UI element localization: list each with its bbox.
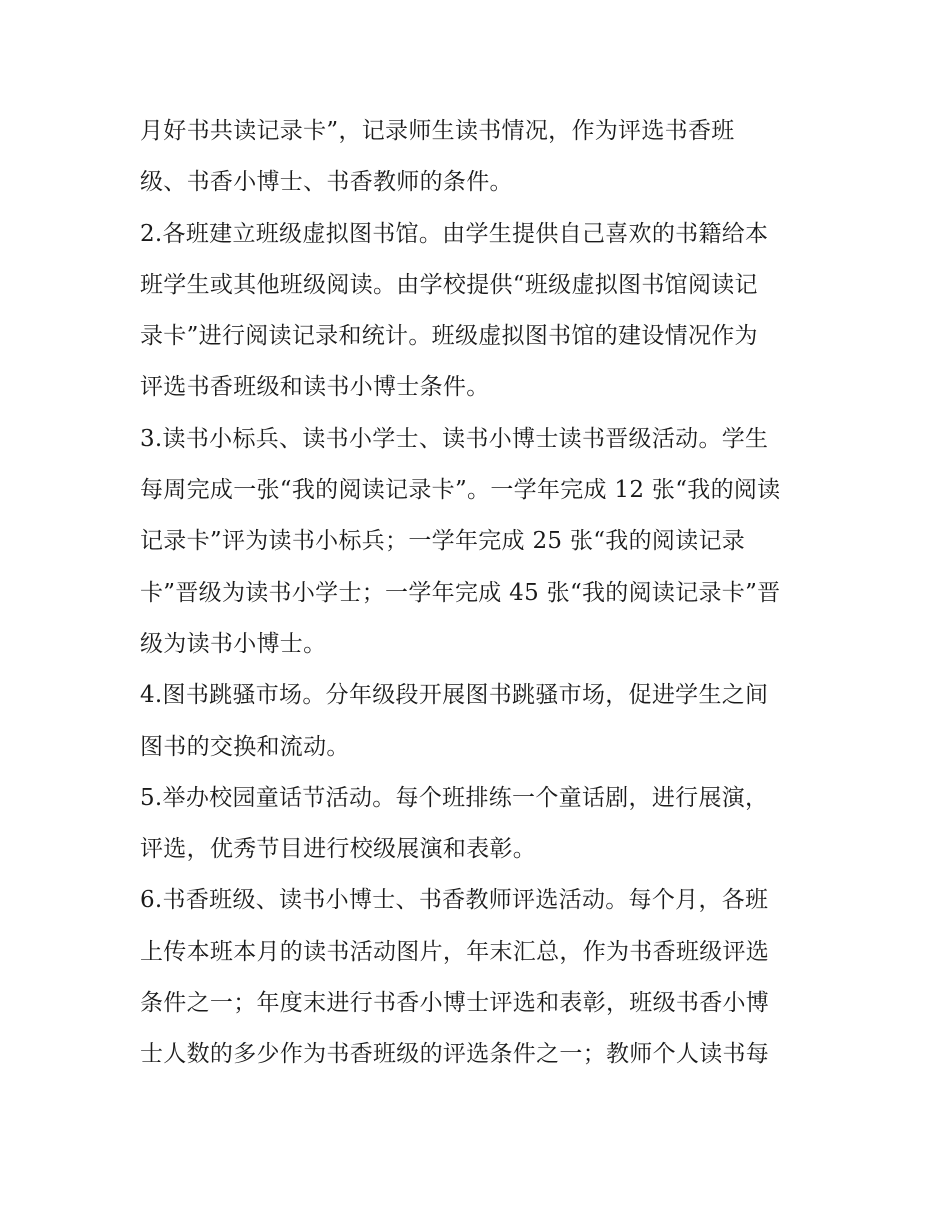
text-line: 上传本班本月的读书活动图片，年末汇总，作为书香班级评选 (140, 938, 770, 965)
document-body (140, 106, 820, 1081)
text-line: 级、书香小博士、书香教师的条件。 (140, 169, 513, 196)
text-line: 录卡”进行阅读记录和统计。班级虚拟图书馆的建设情况作为 (140, 323, 758, 350)
text-line: 评选书香班级和读书小博士条件。 (140, 374, 490, 401)
text-line: 级为读书小博士。 (140, 630, 327, 657)
text-line: 士人数的多少作为书香班级的评选条件之一；教师个人读书每 (140, 1041, 770, 1068)
text-line: 图书的交换和流动。 (140, 733, 350, 760)
text-line: 记录卡”评为读书小标兵；一学年完成 25 张“我的阅读记录 (140, 528, 746, 555)
text-line: 4.图书跳骚市场。分年级段开展图书跳骚市场，促进学生之间 (140, 682, 769, 709)
text-line: 3.读书小标兵、读书小学士、读书小博士读书晋级活动。学生 (140, 425, 769, 452)
text-line: 每周完成一张“我的阅读记录卡”。一学年完成 12 张“我的阅读 (140, 477, 781, 504)
text-line: 卡”晋级为读书小学士；一学年完成 45 张“我的阅读记录卡”晋 (140, 579, 781, 606)
text-line: 2.各班建立班级虚拟图书馆。由学生提供自己喜欢的书籍给本 (140, 220, 769, 247)
text-line: 班学生或其他班级阅读。由学校提供“班级虚拟图书馆阅读记 (140, 271, 758, 298)
text-line: 条件之一；年度末进行书香小博士评选和表彰，班级书香小博 (140, 990, 770, 1017)
text-line: 5.举办校园童话节活动。每个班排练一个童话剧，进行展演， (140, 784, 769, 811)
text-line: 6.书香班级、读书小博士、书香教师评选活动。每个月，各班 (140, 887, 769, 914)
text-line: 月好书共读记录卡”，记录师生读书情况，作为评选书香班 (140, 118, 735, 144)
text-line: 评选，优秀节目进行校级展演和表彰。 (140, 836, 537, 863)
